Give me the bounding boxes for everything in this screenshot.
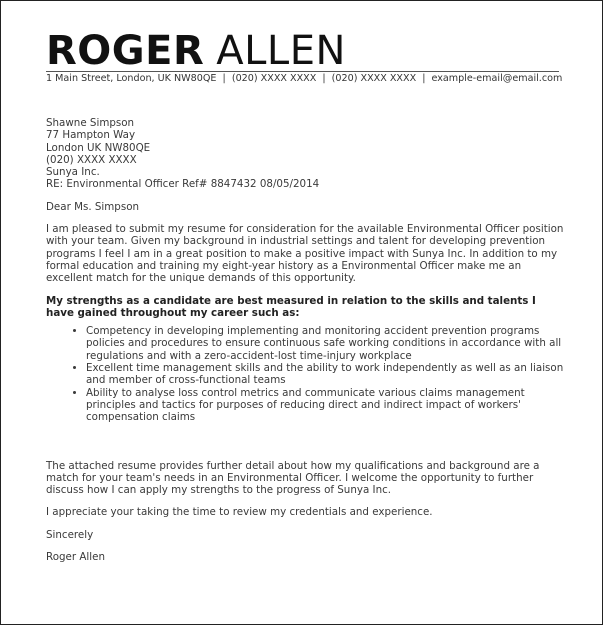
contact-address: 1 Main Street, London, UK NW80QE [46,73,217,84]
list-item: • Competency in developing implementing and monitoring accident prevention programs policies and procedures to ensure continuous safe working conditions in accordance with all regulations and with a zero-accident-lost time-injury workplace [86,325,566,362]
signature: Roger Allen [46,551,105,564]
contact-separator: | [322,73,326,84]
strengths-heading: My strengths as a candidate are best measured in relation to the skills and talents I have gained throughout my career such as: [46,294,536,319]
salutation: Dear Ms. Simpson [46,200,140,213]
last-name: ALLEN [216,28,346,74]
subject-line: RE: Environmental Officer Ref# 8847432 08/05/2014 [46,178,320,191]
first-name: ROGER [46,28,205,74]
strengths-list [46,325,566,423]
contact-phone-2: (020) XXXX XXXX [331,73,417,84]
closing-paragraph: The attached resume provides further detail about how my qualifications and background are a match for your team's needs in an Environmental Officer. I welcome the opportunity to further discuss how I can apply my strengths to the progress of Sunya Inc. [46,459,540,497]
list-item: • Ability to analyse loss control metrics and communicate various claims management principles and tactics for purposes of reducing direct and indirect impact of workers' compensation claims [86,387,566,424]
list-item: • Excellent time management skills and the ability to work independently as well as an liaison and member of cross-functional teams [86,362,566,387]
intro-paragraph: I am pleased to submit my resume for consideration for the available Environmental Officer position with your team. Given my background in industrial settings and talent for developing prevention programs I feel I am in a great position to make a positive impact with Sunya Inc. In addition to my formal education and training my eight-year history as a Environmental Officer make me an excellent match for the unique demands of this opportunity. [46,223,564,285]
recipient-line: 77 Hampton Way [46,129,136,142]
applicant-name [46,29,346,73]
contact-separator: | [222,73,226,84]
recipient-line: Sunya Inc. [46,166,100,179]
contact-email: example-email@email.com [431,73,563,84]
contact-line [46,72,562,86]
contact-phone-1: (020) XXXX XXXX [231,73,317,84]
recipient-line: Shawne Simpson [46,117,135,129]
letter-body [46,93,566,563]
contact-separator: | [422,73,426,84]
recipient-line: (020) XXXX XXXX [46,153,137,166]
appreciation-paragraph: I appreciate your taking the time to review my credentials and experience. [46,506,433,519]
signoff: Sincerely [46,528,94,541]
recipient-line: London UK NW80QE [46,141,151,154]
